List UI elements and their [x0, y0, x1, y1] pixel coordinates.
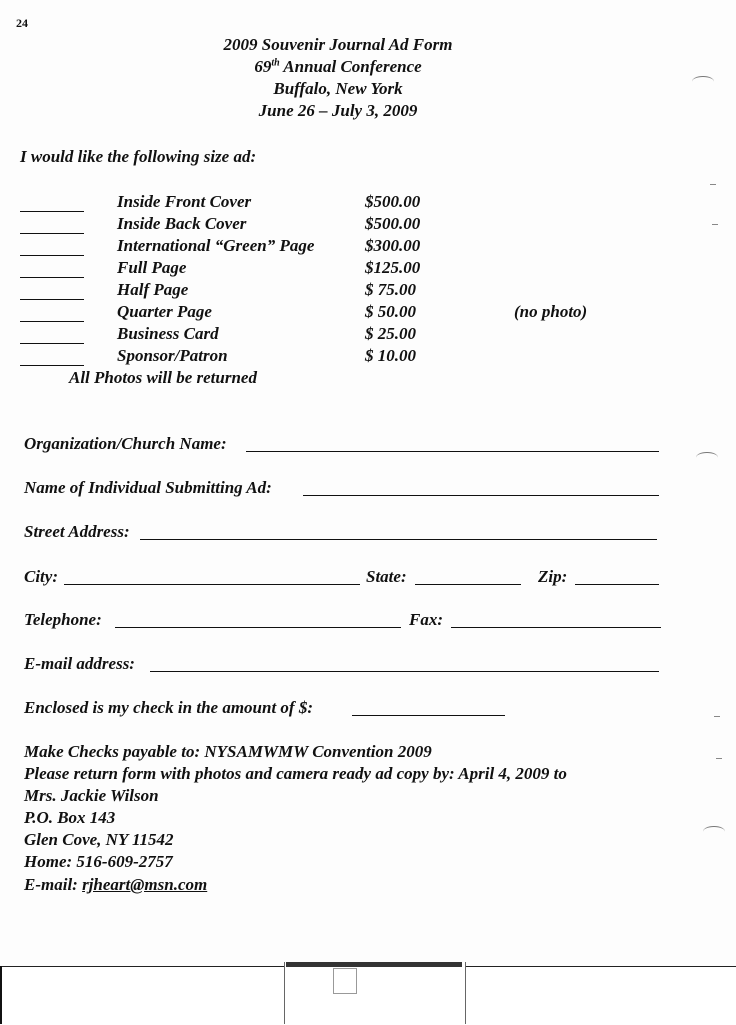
ad-option-price: $500.00: [365, 214, 421, 233]
ad-option-price: $300.00: [365, 236, 421, 255]
ad-option-label: Quarter Page: [117, 302, 212, 321]
conference-name: Annual Conference: [279, 57, 422, 76]
state-label: State:: [366, 567, 407, 586]
individual-label: Name of Individual Submitting Ad:: [24, 478, 272, 497]
street-label: Street Address:: [24, 522, 130, 541]
ad-option-label: Sponsor/Patron: [117, 346, 228, 365]
payable-note: Make Checks payable to: NYSAMWMW Convention 2009: [24, 742, 432, 761]
photos-note: All Photos will be returned: [69, 368, 257, 387]
binder-hole-mark: [696, 452, 718, 463]
conference-dates: June 26 – July 3, 2009: [258, 101, 418, 120]
contact-city: Glen Cove, NY 11542: [24, 830, 174, 849]
scan-tick: [714, 716, 720, 717]
fax-input[interactable]: [451, 627, 661, 628]
contact-email-label: E-mail:: [24, 875, 83, 894]
contact-home-phone: Home: 516-609-2757: [24, 852, 173, 871]
film-strip-icon: [333, 968, 357, 994]
city-input[interactable]: [64, 584, 360, 585]
ad-option-blank[interactable]: [20, 321, 84, 322]
ad-option-label: International “Green” Page: [117, 236, 315, 255]
ad-option-price: $ 25.00: [365, 324, 416, 343]
contact-email-link[interactable]: rjheart@msn.com: [82, 875, 208, 894]
street-input[interactable]: [140, 539, 657, 540]
ad-option-blank[interactable]: [20, 255, 84, 256]
state-input[interactable]: [415, 584, 521, 585]
ad-option-label: Half Page: [117, 280, 189, 299]
ad-option-label: Inside Front Cover: [117, 192, 252, 211]
check-amount-label: Enclosed is my check in the amount of $:: [24, 698, 313, 717]
ad-option-price: $ 75.00: [365, 280, 416, 299]
binder-tab-bar: [286, 962, 462, 967]
ad-option-blank[interactable]: [20, 365, 84, 366]
telephone-input[interactable]: [115, 627, 401, 628]
check-amount-input[interactable]: [352, 715, 505, 716]
contact-email: [24, 875, 207, 895]
conference-title: [0, 57, 676, 77]
page-bottom-left-edge: [0, 966, 2, 1024]
contact-name: Mrs. Jackie Wilson: [24, 786, 159, 805]
conference-location: Buffalo, New York: [273, 79, 403, 98]
fax-label: Fax:: [409, 610, 443, 629]
ad-option-label: Inside Back Cover: [117, 214, 247, 233]
ad-option-label: Full Page: [117, 258, 187, 277]
ad-option-blank[interactable]: [20, 233, 84, 234]
organization-input[interactable]: [246, 451, 659, 452]
email-label: E-mail address:: [24, 654, 135, 673]
ad-option-blank[interactable]: [20, 211, 84, 212]
ad-option-blank[interactable]: [20, 343, 84, 344]
email-input[interactable]: [150, 671, 659, 672]
scan-tick: [710, 184, 716, 185]
ad-option-price: $500.00: [365, 192, 421, 211]
page-number: 24: [16, 16, 28, 30]
scan-tick: [716, 758, 722, 759]
ad-option-price: $ 10.00: [365, 346, 416, 365]
binder-hole-mark: [703, 826, 725, 837]
individual-input[interactable]: [303, 495, 659, 496]
ad-option-blank[interactable]: [20, 299, 84, 300]
conference-number: 69: [254, 57, 272, 76]
return-note: Please return form with photos and camera ready ad copy by: April 4, 2009 to: [24, 764, 567, 783]
binder-hole-mark: [692, 76, 714, 87]
ad-option-note: (no photo): [514, 302, 588, 321]
ad-option-label: Business Card: [117, 324, 219, 343]
ad-option-price: $ 50.00: [365, 302, 416, 321]
telephone-label: Telephone:: [24, 610, 102, 629]
organization-label: Organization/Church Name:: [24, 434, 227, 453]
scan-tick: [712, 224, 718, 225]
binder-tab: [284, 962, 466, 1024]
ad-option-blank[interactable]: [20, 277, 84, 278]
zip-input[interactable]: [575, 584, 659, 585]
contact-po-box: P.O. Box 143: [24, 808, 116, 827]
size-prompt: I would like the following size ad:: [20, 147, 257, 166]
zip-label: Zip:: [538, 567, 568, 586]
city-label: City:: [24, 567, 58, 586]
ad-option-price: $125.00: [365, 258, 421, 277]
conference-ordinal: th: [271, 57, 280, 69]
form-title: 2009 Souvenir Journal Ad Form: [223, 35, 453, 54]
